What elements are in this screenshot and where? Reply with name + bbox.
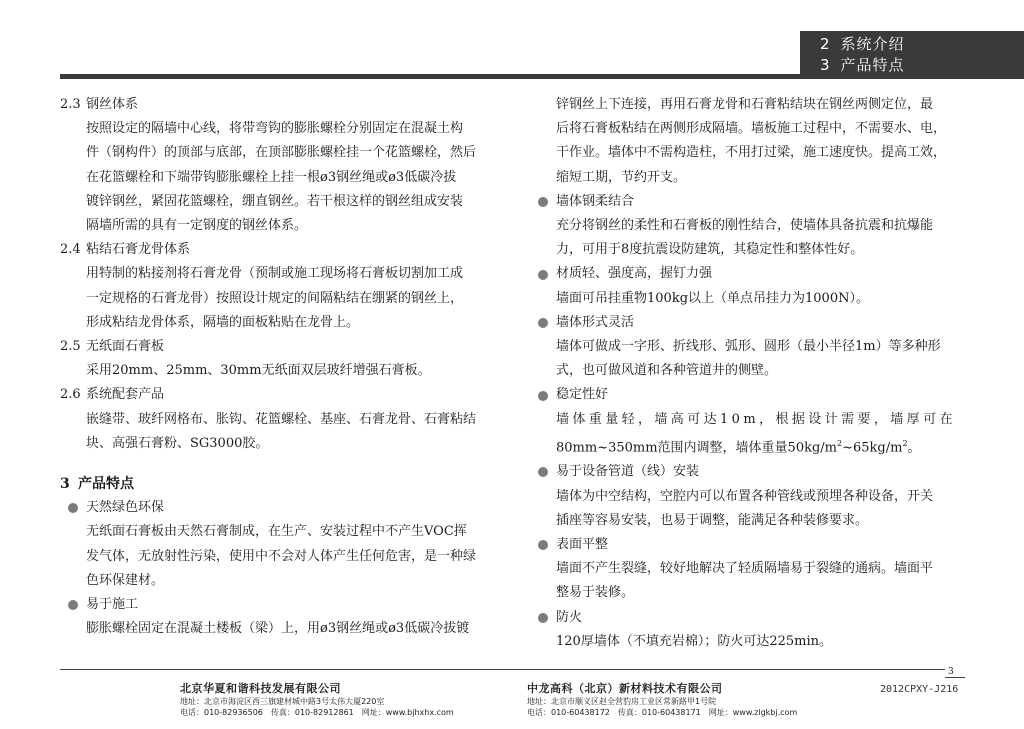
tab-title-2: 产品特点: [840, 56, 905, 74]
paragraph: 按照设定的隔墙中心线，将带弯钩的膨胀螺栓分别固定在混凝土构 件（钢构件）的顶部与底部，在顶部膨胀螺栓挂一个花篮螺栓，然后 在花篮螺栓和下端带钩膨胀螺栓上挂一根ø3钢丝绳或ø3低碳冷拔 镀锌钢丝，紧固花篮螺栓，绷直钢丝。若干根这样的钢丝组成安装 隔墙所需的具有一定钢度的钢丝体系。: [86, 121, 477, 234]
bullet-icon: [538, 613, 548, 623]
bullet-heading: 材质轻、强度高，握钉力强: [530, 262, 970, 286]
bullet-icon: [538, 467, 548, 477]
bullet-icon: [538, 391, 548, 401]
paragraph: 墙面不产生裂缝，较好地解决了轻质隔墙易于裂缝的通病。墙面平 整易于装修。: [556, 561, 934, 601]
paragraph: 墙面可吊挂重物100kg以上（单点吊挂力为1000N）。: [556, 290, 869, 306]
section-heading: 2.4 粘结石膏龙骨体系: [60, 242, 191, 258]
tab-num-1: 2: [820, 35, 831, 53]
section-heading: 2.6 系统配套产品: [60, 387, 165, 403]
company-info-1: 北京华夏和谐科技发展有限公司 地址：北京市海淀区西三旗建材城中路3号太伟大厦220室 电话：010-82936506 传真：010-82912861 网址：www.bjhxhx.com: [180, 682, 454, 717]
paragraph: 无纸面石膏板由天然石膏制成，在生产、安装过程中不产生VOC挥 发气体，无放射性污染，使用中不会对人体产生任何危害，是一种绿 色环保建材。: [86, 524, 477, 588]
paragraph: 采用20mm、25mm、30mm无纸面双层玻纤增强石膏板。: [86, 363, 431, 379]
bullet-heading: 防火: [530, 606, 970, 630]
paragraph: 充分将钢丝的柔性和石膏板的刚性结合，使墙体具备抗震和抗爆能 力，可用于8度抗震设防建筑，其稳定性和整体性好。: [556, 218, 934, 258]
section-tab: [800, 31, 1024, 79]
bullet-heading: 易于施工: [60, 593, 510, 617]
left-column: [60, 93, 510, 641]
bullet-icon: [68, 600, 78, 610]
section-heading: 2.3 钢丝体系: [60, 97, 139, 112]
paragraph: 墙体重量轻，墙高可达10m，根据设计需要，墙厚可在 80mm~350mm范围内调整，墙体重量$50kg/m^2\sim 65kg/m^2$。: [556, 411, 956, 456]
bullet-heading: 墙体钢柔结合: [530, 190, 970, 214]
page-number: 3: [948, 667, 954, 677]
bullet-icon: [538, 270, 548, 280]
bullet-heading: 表面平整: [530, 533, 970, 557]
chapter-heading: 3 产品特点: [60, 476, 134, 493]
paragraph: 120厚墙体（不填充岩棉）；防火可达225min。: [556, 633, 832, 649]
company-info-2: 中龙高科（北京）新材料技术有限公司 地址：北京市顺义区赵全营豹房工业区常新路甲1号院 电话：010-60438172 传真：010-60438171 网址：www.zlgkbj.com: [527, 682, 798, 717]
bullet-icon: [538, 197, 548, 207]
bullet-heading: 天然绿色环保: [60, 496, 510, 520]
tab-title-1: 系统介绍: [840, 35, 905, 53]
page-number-rule: [945, 677, 965, 678]
bullet-heading: 稳定性好: [530, 383, 970, 407]
paragraph: 嵌缝带、玻纤网格布、胀钩、花篮螺栓、基座、石膏龙骨、石膏粘结 块、高强石膏粉、SG3000胶。: [86, 411, 477, 451]
bullet-icon: [538, 318, 548, 328]
right-column: [530, 93, 970, 654]
paragraph: 锌钢丝上下连接，再用石膏龙骨和石膏粘结块在钢丝两侧定位，最 后将石膏板粘结在两侧形成隔墙。墙板施工过程中，不需要水、电， 干作业。墙体中不需构造柱，不用打过梁，施工速度快。提高工效， 缩短工期，节约开支。: [556, 97, 947, 185]
bullet-icon: [538, 540, 548, 550]
section-heading: 2.5 无纸面石膏板: [60, 339, 165, 355]
paragraph: 用特制的粘接剂将石膏龙骨（预制或施工现场将石膏板切割加工成 一定规格的石膏龙骨）按照设计规定的间隔粘结在绷紧的钢丝上， 形成粘结龙骨体系，隔墙的面板粘贴在龙骨上。: [86, 266, 464, 330]
paragraph: 墙体为中空结构，空腔内可以布置各种管线或预埋各种设备，开关 插座等容易安装，也易于调整，能满足各种装修要求。: [556, 488, 934, 528]
document-id: 2012CPXY-J216: [880, 684, 959, 695]
bullet-icon: [68, 503, 78, 513]
paragraph: 墙体可做成一字形、折线形、弧形、圆形（最小半径1m）等多种形 式，也可做风道和各种管道井的侧壁。: [556, 339, 941, 379]
bullet-heading: 墙体形式灵活: [530, 311, 970, 335]
tab-num-2: 3: [820, 56, 831, 74]
paragraph: 膨胀螺栓固定在混凝土楼板（梁）上，用ø3钢丝绳或ø3低碳冷拔镀: [86, 621, 470, 637]
bullet-heading: 易于设备管道（线）安装: [530, 460, 970, 484]
footer-rule: [60, 669, 945, 670]
